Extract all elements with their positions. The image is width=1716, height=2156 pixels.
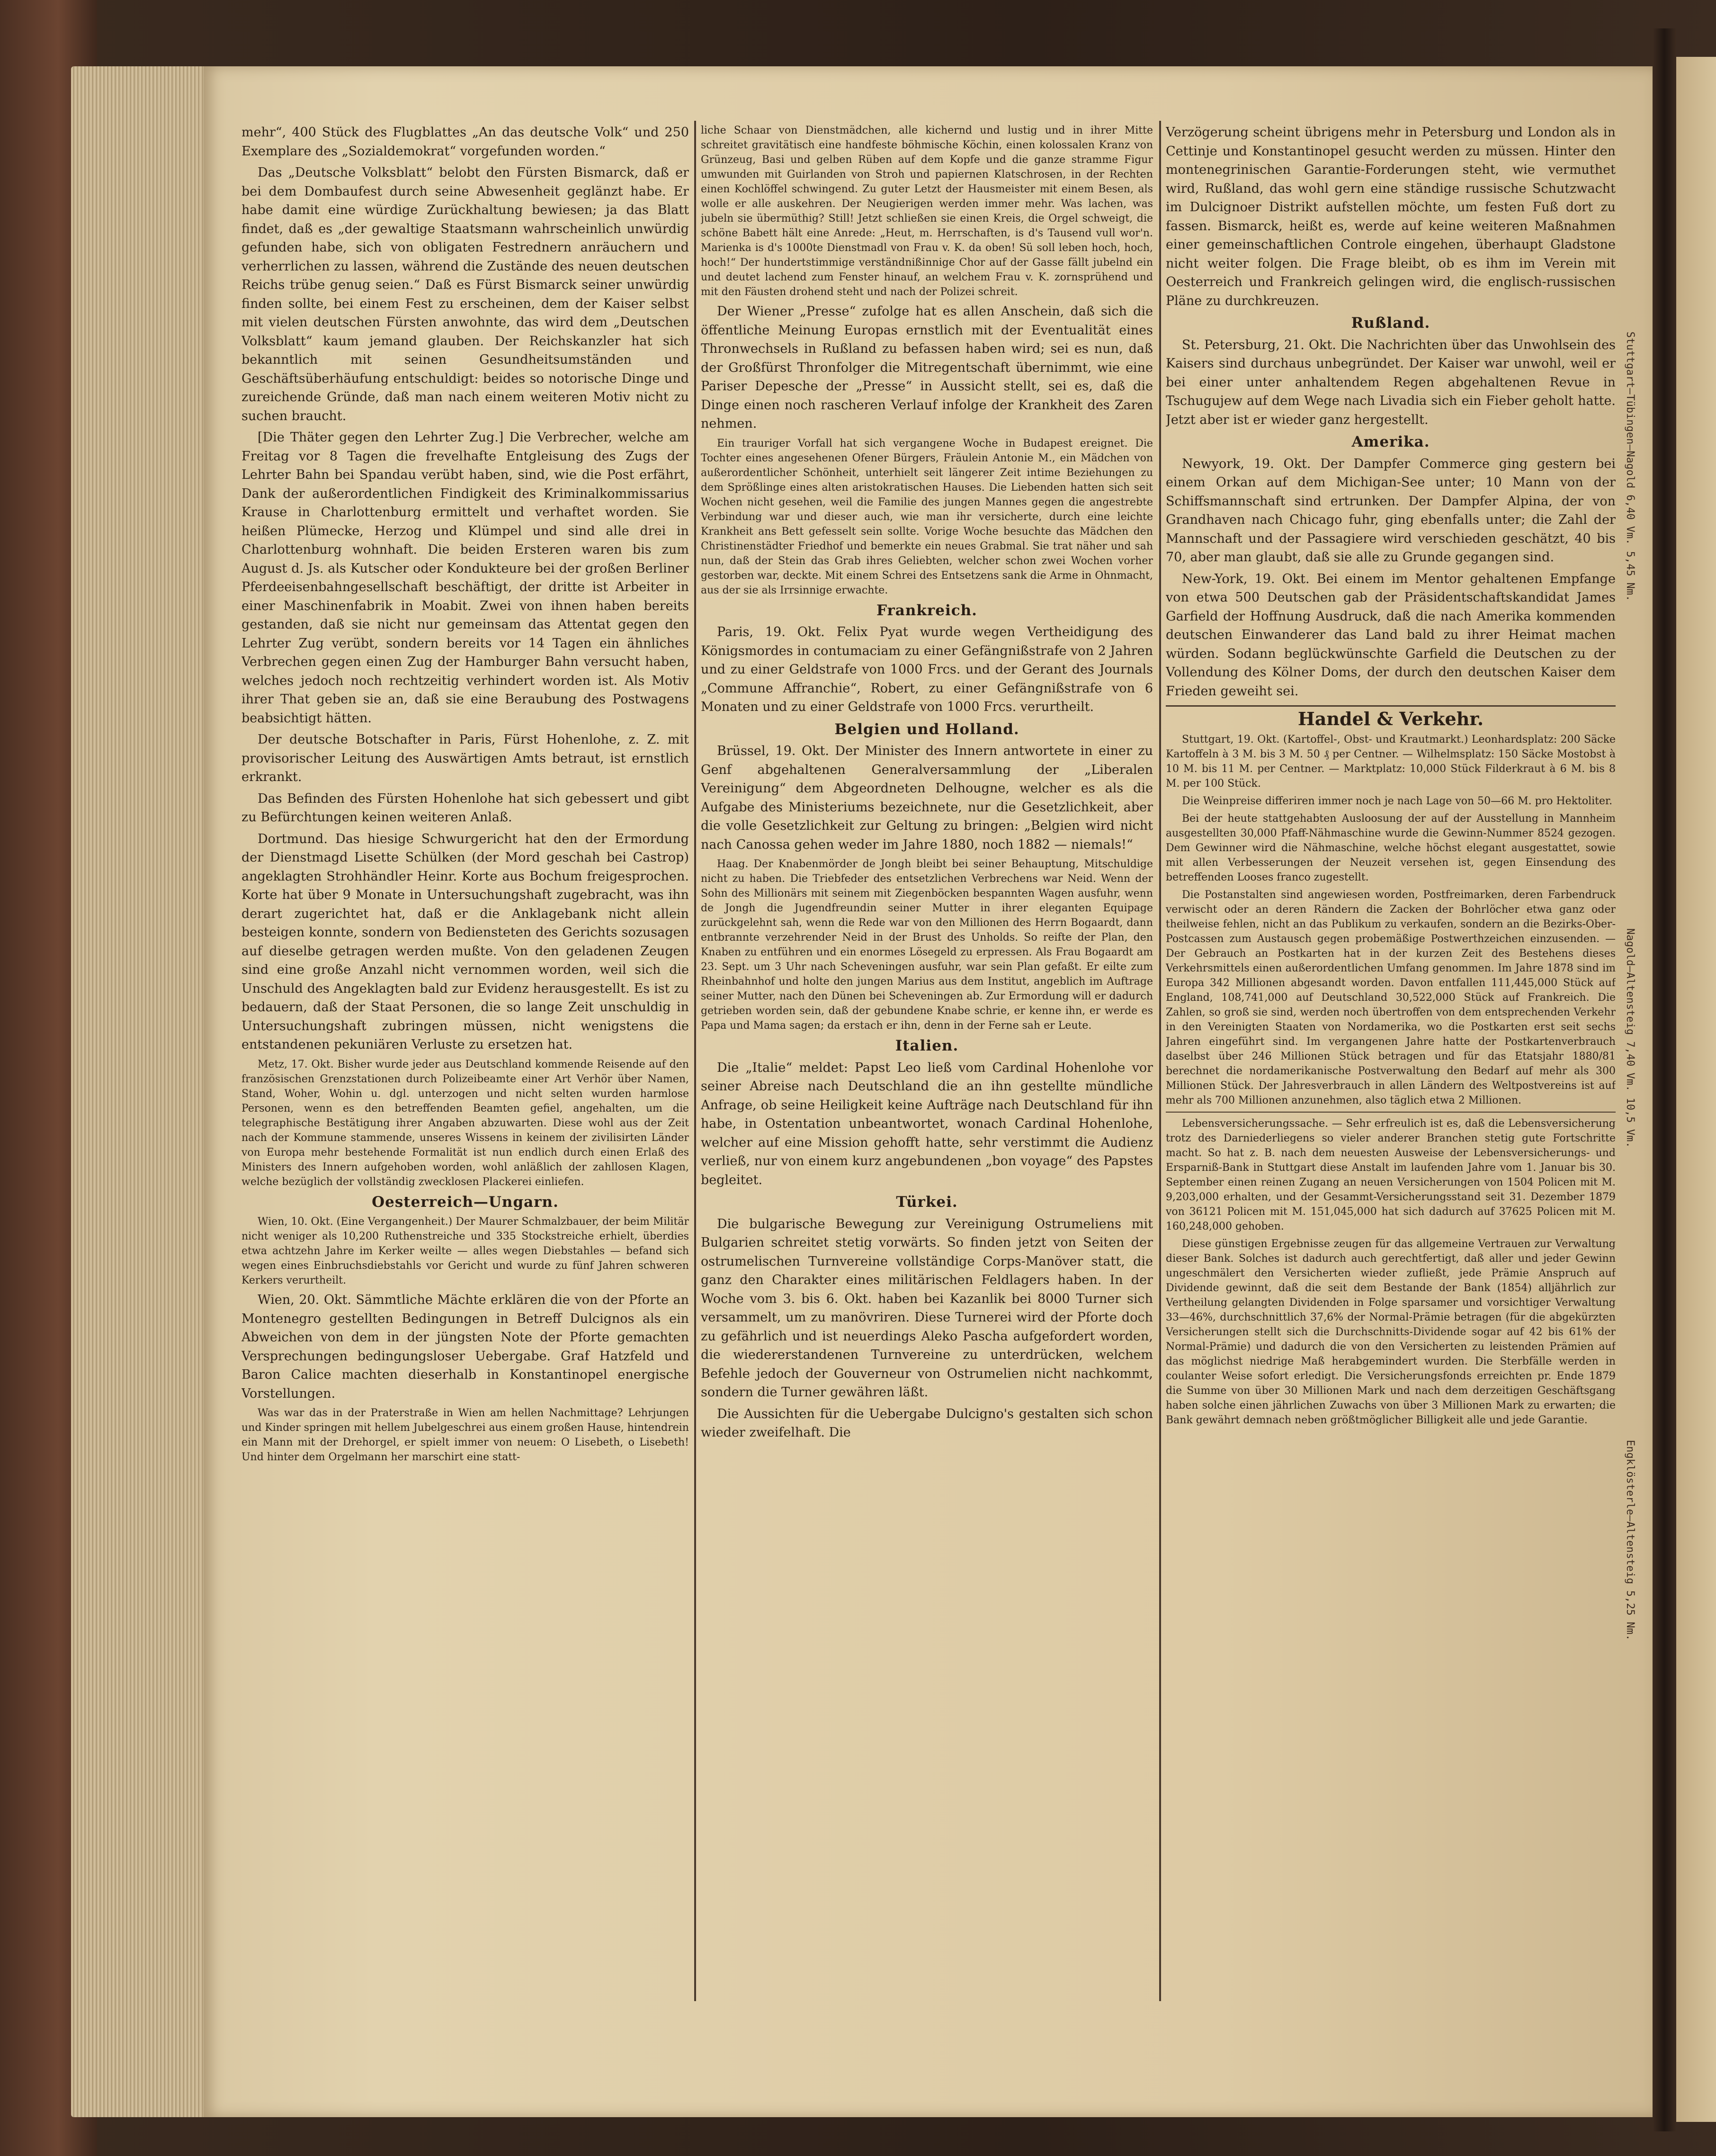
article-paragraph-small: Diese günstigen Ergebnisse zeugen für das allgemeine Vertrauen zur Verwaltung dieser Bank. Solches ist dadurch auch gerechtfertigt, daß aller und jeder Gewinn ungeschmälert den Versicherten wieder zufließt, jede Prämie Anspruch auf Dividende gewinnt, daß die seit dem Bestande der Bank (1854) alljährlich zur Vertheilung gelangten Dividenden in Folge sparsamer und vorsichtiger Verwaltung 33—46%, durchschnittlich 37,6% der Normal-Prämie betragen (für die abgekürzten Versicherungen stellt sich die Durchschnitts-Dividende sogar auf 42 bis 61% der Normal-Prämie) und dadurch die von den Versicherten zu leistenden Prämien auf das möglichst niedrige Maß herabgemindert wurden. Die Sterbfälle werden in coulanter Weise sofort erledigt. Die Versicherungsfonds erreichten pr. Ende 1879 die Summe von über 30 Millionen Mark und nach dem derzeitigen Geschäftsgang haben solche einen jährlichen Zuwachs von über 3 Millionen Mark zu erwarten; die Bank gewährt demnach neben größtmöglicher Billigkeit alle und jede Garantie. bbox=[1166, 1238, 1616, 1426]
article-paragraph-small: Stuttgart, 19. Okt. (Kartoffel-, Obst- und Krautmarkt.) Leonhardsplatz: 200 Säcke Kartoffeln à 3 M. bis 3 M. 50 ₰ per Centner. — Wilhelmsplatz: 150 Säcke Mostobst à 10 M. bis 11 M. per Centner. — Marktplatz: 10,000 Stück Filderkraut à 6 M. bis 8 M. per 100 Stück. bbox=[1166, 733, 1616, 790]
timetable-strip bbox=[1619, 66, 1653, 2117]
divider bbox=[1166, 1112, 1616, 1113]
article-paragraph: Paris, 19. Okt. Felix Pyat wurde wegen Vertheidigung des Königsmordes in contumaciam zu einer Gefängnißstrafe von 2 Jahren und zu einer Geldstrafe von 1000 Frcs. und der Gerant des Journals „Commune Affranchie“, Robert, zu einer Gefängnißstrafe von 6 Monaten und zu einer Geldstrafe von 1000 Frcs. verurtheilt. bbox=[701, 625, 1153, 714]
article-paragraph: mehr“, 400 Stück des Flugblattes „An das deutsche Volk“ und 250 Exemplare des „Sozialdemokrat“ vorgefunden worden.“ bbox=[241, 125, 689, 159]
timetable-line: Engklösterle—Altensteig 5,25 Nm. bbox=[1624, 1440, 1636, 1641]
column-2 bbox=[701, 123, 1153, 2046]
timetable-line: Stuttgart—Tübingen—Nagold 6,40 Vm. 5,45 Nm. bbox=[1624, 332, 1636, 602]
article-paragraph: Der deutsche Botschafter in Paris, Fürst Hohenlohe, z. Z. mit provisorischer Leitung des Auswärtigen Amts betraut, ist ernstlich erkrankt. bbox=[241, 732, 689, 784]
article-paragraph-small: Metz, 17. Okt. Bisher wurde jeder aus Deutschland kommende Reisende auf den französischen Grenzstationen durch Polizeibeamte einer Art Verhör über Namen, Stand, Woher, Wohin u. dgl. unterzogen und nicht selten wurden harmlose Personen, wenn es den betreffenden Beamten gefiel, angehalten, um die telegraphische Bestätigung ihrer Angaben abzuwarten. Diese wohl aus der Zeit nach der Kommune stammende, unseres Wissens in keinem der zivilisirten Länder von Europa mehr bestehende Formalität ist nun endlich durch einen Erlaß des Ministers des Innern aufgehoben worden, wohl anläßlich der zahllosen Klagen, welche bezüglich der vollständig zwecklosen Plackerei einliefen. bbox=[241, 1058, 689, 1188]
article-paragraph: Das Befinden des Fürsten Hohenlohe hat sich gebessert und gibt zu Befürchtungen keinen weiteren Anlaß. bbox=[241, 791, 689, 825]
article-paragraph: New-York, 19. Okt. Bei einem im Mentor gehaltenen Empfange von etwa 500 Deutschen gab der Präsidentschaftskandidat James Garfield der Hoffnung Ausdruck, daß die nach Amerika kommenden deutschen Einwanderer das Land bald zu ihrer Heimat machen würden. Sodann beglückwünschte Garfield die Deutschen zu der Vollendung des Kölner Doms, der durch den deutschen Kaiser dem Frieden geweiht sei. bbox=[1166, 571, 1616, 699]
article-paragraph: Der Wiener „Presse“ zufolge hat es allen Anschein, daß sich die öffentliche Meinung Europas ernstlich mit der Eventualität eines Thronwechsels in Rußland zu befassen haben wird; sei es nun, daß der Großfürst Thronfolger die Mitregentschaft übernimmt, wie eine Pariser Depesche der „Presse“ in Aussicht stellt, sei es, daß die Dinge einen noch rascheren Verlauf infolge der Krankheit des Zaren nehmen. bbox=[701, 304, 1153, 431]
article-paragraph: St. Petersburg, 21. Okt. Die Nachrichten über das Unwohlsein des Kaisers sind durchaus unbegründet. Der Kaiser war unwohl, weil er bei einer unter anhaltendem Regen abgehaltenen Revue in Tschugujew auf dem Wege nach Livadia sich ein Fieber geholt hatte. Jetzt aber ist er wieder ganz hergestellt. bbox=[1166, 337, 1616, 427]
article-paragraph: Verzögerung scheint übrigens mehr in Petersburg und London als in Cettinje und Konstantinopel gesucht werden zu müssen. Hinter den montenegrinischen Garantie-Forderungen steht, wie vermuthet wird, Rußland, das wohl gern eine ständige russische Schutzwacht im Dulcignoer Distrikt aufstellen möchte, um festen Fuß dort zu fassen. Bismarck, heißt es, werde auf keine weiteren Maßnahmen einer gemeinschaftlichen Controle eingehen, überhaupt Gladstone nicht weiter folgen. Die Frage bleibt, ob es ihm im Verein mit Oesterreich und Frankreich gelingen wird, die englisch-russischen Pläne zu durchkreuzen. bbox=[1166, 125, 1616, 308]
section-heading: Belgien und Holland. bbox=[834, 720, 1019, 738]
article-paragraph: Die „Italie“ meldet: Papst Leo ließ vom Cardinal Hohenlohe vor seiner Abreise nach Deutschland die an ihn gestellte mündliche Anfrage, ob seine Heiligkeit keine Aufträge nach Deutschland für ihn habe, in Ostentation unbeantwortet, wonach Cardinal Hohenlohe, welcher auf eine Mission gehofft hatte, sehr verstimmt die Audienz verließ, nur von einem kurz angebundenen „bon voyage“ des Papstes begleitet. bbox=[701, 1060, 1153, 1187]
article-paragraph-small: Die Weinpreise differiren immer noch je nach Lage von 50—66 M. pro Hektoliter. bbox=[1182, 795, 1613, 807]
article-paragraph: Die Aussichten für die Uebergabe Dulcigno's gestalten sich schon wieder zweifelhaft. Die bbox=[701, 1406, 1153, 1440]
article-paragraph: Die bulgarische Bewegung zur Vereinigung Ostrumeliens mit Bulgarien schreitet stetig vorwärts. So finden jetzt von Seiten der ostrumelischen Turnvereine vollständige Corps-Manöver statt, die ganz den Charakter eines militärischen Feldlagers haben. In der Woche vom 3. bis 6. Okt. haben bei Kazanlik bei 8000 Turner sich versammelt, um zu manövriren. Diese Turnerei wird der Pforte doch zu gefährlich und ist neuerdings Aleko Pascha aufgefordert worden, die wiedererstandenen Turnvereine zu unterdrücken, welchem Befehle jedoch der Gouverneur von Ostrumelien nicht nachkommt, sondern die Turner gewähren läßt. bbox=[701, 1216, 1153, 1400]
article-paragraph-small: Haag. Der Knabenmörder de Jongh bleibt bei seiner Behauptung, Mitschuldige nicht zu haben. Die Triebfeder des entsetzlichen Verbrechens war Neid. Wenn der Sohn des Millionärs mit seinem mit Ziegenböcken bespannten Wagen ausfuhr, wenn de Jongh die Jugendfreundin seiner Mutter in ihrer eleganten Equipage zurückgelehnt sah, wenn die Rede war von den Millionen des Herrn Bogaardt, dann entbrannte verzehrender Neid in der Brust des Unholds. So reifte der Plan, den Knaben zu entführen und ein enormes Lösegeld zu erpressen. Als Frau Bogaardt am 23. Sept. um 3 Uhr nach Scheveningen ausfuhr, war sein Plan gefaßt. Er eilte zum Rheinbahnhof und holte den jungen Marius aus dem Institut, angeblich im Auftrage seiner Mutter, nach den Dünen bei Scheveningen ab. Zur Ermordung will er dadurch getrieben worden sein, daß der gebundene Knabe schrie, er kenne ihn, er werde es Papa und Mama sagen; da erstach er ihn, denn in der Ferne sah er Leute. bbox=[701, 858, 1153, 1032]
facing-page-edge bbox=[1676, 57, 1716, 2122]
article-paragraph-small: Lebensversicherungssache. — Sehr erfreulich ist es, daß die Lebensversicherung trotz des Darniederliegens so vieler anderer Branchen stetig gute Fortschritte macht. So hat z. B. nach dem neuesten Ausweise der Lebensversicherungs- und Ersparniß-Bank in Stuttgart diese Anstalt im laufenden Jahre vom 1. Januar bis 30. September einen reinen Zugang an neuen Versicherungen von 1504 Policen mit M. 9,203,000 erhalten, und der Gesammt-Versicherungsstand seit 31. Dezember 1879 von 36121 Policen mit M. 151,045,000 hat sich dadurch auf 37625 Policen mit M. 160,248,000 gehoben. bbox=[1166, 1117, 1616, 1232]
article-paragraph-small: Ein trauriger Vorfall hat sich vergangene Woche in Budapest ereignet. Die Tochter eines angesehenen Ofener Bürgers, Fräulein Antonie M., ein Mädchen von außerordentlicher Schönheit, unterhielt seit längerer Zeit intime Beziehungen zu dem Sprößlinge eines alten aristokratischen Hauses. Die Liebenden hatten sich seit Wochen nicht gesehen, weil die Familie des jungen Mannes gegen die angestrebte Verbindung war und dieser auch, wie man ihr versicherte, durch eine leichte Krankheit ans Bett gefesselt sein sollte. Vorige Woche besuchte das Mädchen den Christinenstädter Friedhof und bemerkte ein neues Grabmal. Sie trat näher und sah nun, daß der Stein das Grab ihres Geliebten, welcher schon zwei Wochen vorher gestorben war, deckte. Mit einem Schrei des Entsetzens sank die Arme in Ohnmacht, aus der sie als Irrsinnige erwachte. bbox=[701, 437, 1153, 596]
column-1 bbox=[241, 123, 689, 2046]
column-rule bbox=[694, 121, 696, 2001]
article-paragraph-small: Wien, 10. Okt. (Eine Vergangenheit.) Der Maurer Schmalzbauer, der beim Militär nicht weniger als 10,200 Ruthenstreiche und 335 Stockstreiche erhielt, überdies etwa achtzehn Jahre im Kerker weilte — alles wegen Diebstahles — befand sich wegen eines Einbruchsdiebstahls vor Gericht und wurde zu fünf Jahren schweren Kerkers verurtheilt. bbox=[241, 1216, 689, 1286]
article-paragraph: Das „Deutsche Volksblatt“ belobt den Fürsten Bismarck, daß er bei dem Dombaufest durch seine Abwesenheit geglänzt habe. Er habe damit eine würdige Zurückhaltung bewiesen; ja das Blatt findet, daß es „der gewaltige Staatsmann wahrscheinlich unwürdig gefunden habe, sich von obligaten Festrednern anräuchern und verherrlichen zu lassen, während die Zustände des neuen deutschen Reichs trübe genug seien.“ Daß es Fürst Bismarck seiner unwürdig finden sollte, bei einem Fest zu erscheinen, dem der Kaiser selbst mit vielen deutschen Fürsten anwohnte, das wird dem „Deutschen Volksblatt“ kaum jemand glauben. Der Reichskanzler hat sich bekanntlich mit seinen Gesundheitsumständen und Geschäftsüberhäufung entschuldigt: beides so notorische Dinge und zureichende Gründe, daß man nach einem weiteren Motiv nicht zu suchen braucht. bbox=[241, 165, 689, 423]
article-paragraph: [Die Thäter gegen den Lehrter Zug.] Die Verbrecher, welche am Freitag vor 8 Tagen die frevelhafte Entgleisung des Zugs der Lehrter Bahn bei Spandau verübt haben, sind, wie die Post erfährt, Dank der außerordentlichen Findigkeit des Kriminalkommissarius Krause in Charlottenburg ermittelt und verhaftet worden. Sie heißen Plümecke, Herzog und Klümpel und sind alle drei in Charlottenburg wohnhaft. Die beiden Ersteren waren bis zum August d. Js. als Kutscher oder Kondukteure bei der großen Berliner Pferdeeisenbahngesellschaft beschäftigt, der dritte ist Arbeiter in einer Maschinenfabrik in Moabit. Zwei von ihnen haben bereits gestanden, daß sie nicht nur gemeinsam das Attentat gegen den Lehrter Zug verübt, sondern bereits vor 14 Tagen ein ähnliches Verbrechen gegen einen Zug der Hamburger Bahn versucht haben, welches jedoch noch rechtzeitig verhindert worden ist. Als Motiv ihrer That geben sie an, daß sie eine Beraubung des Postwagens beabsichtigt hätten. bbox=[241, 430, 689, 726]
article-paragraph: Newyork, 19. Okt. Der Dampfer Commerce ging gestern bei einem Orkan auf dem Michigan-See unter; 10 Mann von der Schiffsmannschaft sind ertrunken. Der Dampfer Alpina, der von Grandhaven nach Chicago fuhr, ging ebenfalls unter; die Zahl der Mannschaft und der Passagiere wird verschieden geschätzt, 40 bis 70, aber man glaubt, daß sie alle zu Grunde gegangen sind. bbox=[1166, 456, 1616, 565]
section-heading: Italien. bbox=[895, 1037, 959, 1054]
article-paragraph-small: Was war das in der Praterstraße in Wien am hellen Nachmittage? Lehrjungen und Kinder springen mit hellem Jubelgeschrei aus einem großen Hause, hintendrein ein Mann mit der Drehorgel, er spielt immer von neuem: O Lisebeth, o Lisebeth! Und hinter dem Orgelmann her marschirt eine statt- bbox=[241, 1407, 689, 1463]
timetable-line: Nagold—Altensteig 7,40 Vm. 10,5 Vm. bbox=[1624, 928, 1636, 1148]
column-rule bbox=[1159, 121, 1161, 2001]
section-heading: Amerika. bbox=[1351, 433, 1430, 450]
book-gutter bbox=[1653, 28, 1676, 2131]
article-paragraph: Brüssel, 19. Okt. Der Minister des Innern antwortete in einer zu Genf abgehaltenen Generalversammlung der „Liberalen Vereinigung“ dem Abgeordneten Delhougne, welcher es als die Aufgabe des Ministeriums bezeichnete, nur die Gesetzlichkeit, aber die volle Gesetzlichkeit zur Geltung zu bringen: „Belgien wird nicht nach Canossa gehen weder im Jahre 1880, noch 1882 — niemals!“ bbox=[701, 744, 1153, 852]
article-paragraph-small: liche Schaar von Dienstmädchen, alle kichernd und lustig und in ihrer Mitte schreitet gravitätisch eine handfeste böhmische Köchin, einen kolossalen Kranz von Grünzeug, Basi und gelben Rüben auf dem Kopfe und die ganze stramme Figur umwunden mit Guirlanden von Stroh und papiernen Klatschrosen, in der Rechten einen Kochlöffel schwingend. Zu guter Letzt der Hausmeister mit einem Besen, als wolle er alle auskehren. Der Neugierigen werden immer mehr. Was lachen, was jubeln sie übermüthig? Still! Jetzt schließen sie einen Kreis, die Orgel schweigt, die schöne Babett hält eine Anrede: „Heut, m. Herrschaften, is d's Tausend vull wor'n. Marienka is d's 1000te Dienstmadl von Frau v. K. da oben! Sü soll leben hoch, hoch, hoch!“ Der hundertstimmige verständnißinnige Chor auf der Gasse fällt jubelnd ein und deutet lachend zum Fenster hinauf, an welchem Frau v. K. zornsprühend und mit den Fäusten drohend steht und nach der Polizei schreit. bbox=[701, 125, 1153, 298]
article-paragraph-small: Die Postanstalten sind angewiesen worden, Postfreimarken, deren Farbendruck verwischt oder an deren Rändern die Zacken der Bohrlöcher etwa ganz oder theilweise fehlen, nicht an das Publikum zu verkaufen, sondern an die Bezirks-Ober-Postcassen zum Austausch gegen probemäßige Postwerthzeichen einzusenden. — Der Gebrauch an Postkarten hat in der kurzen Zeit des Bestehens dieses Verkehrsmittels einen außerordentlichen Umfang genommen. Im Jahre 1878 sind im Europa 342 Millionen abgesandt worden. Davon entfallen 111,445,000 Stück auf England, 108,741,000 auf Deutschland 30,522,000 Stück auf Frankreich. Die Zahlen, so groß sie sind, werden noch übertroffen von dem entsprechenden Verkehr in den Vereinigten Staaten von Nordamerika, wo die Postkarten erst seit sechs Jahren eingeführt sind. Im vergangenen Jahre hatte der Postkartenverbrauch daselbst über 246 Millionen Stück betragen und für das Etatsjahr 1880/81 berechnet die nordamerikanische Postverwaltung den Bedarf auf mehr als 300 Millionen Stück. Der Jahresverbrauch in allen Ländern des Weltpostvereins ist auf mehr als 700 Millionen anzunehmen, also täglich etwa 2 Millionen. bbox=[1166, 889, 1616, 1106]
column-3 bbox=[1166, 123, 1616, 2046]
section-heading: Rußland. bbox=[1351, 314, 1430, 332]
article-paragraph: Wien, 20. Okt. Sämmtliche Mächte erklären die von der Pforte an Montenegro gestellten Bedingungen in Betreff Dulcignos als ein Abweichen von dem in der jüngsten Note der Pforte gemachten Versprechungen bedingungsloser Uebergabe. Graf Hatzfeld und Baron Calice machten dieserhalb in Konstantinopel energische Vorstellungen. bbox=[241, 1293, 689, 1401]
section-heading: Oesterreich—Ungarn. bbox=[372, 1193, 559, 1211]
article-paragraph-small: Bei der heute stattgehabten Ausloosung der auf der Ausstellung in Mannheim ausgestellten 30,000 Pfaff-Nähmaschine wurde die Gewinn-Nummer 8524 gezogen. Dem Gewinner wird die Nähmaschine, welche höchst elegant ausgestattet, sowie mit allen Verbesserungen der Neuzeit versehen ist, gegen Einsendung des betreffenden Looses franco zugestellt. bbox=[1166, 812, 1616, 883]
article-paragraph: Dortmund. Das hiesige Schwurgericht hat den der Ermordung der Dienstmagd Lisette Schülken (der Mord geschah bei Castrop) angeklagten Strohhändler Heinr. Korte aus Bochum freigesprochen. Korte hat über 9 Monate in Untersuchungshaft zugebracht, was ihn derart zugerichtet hat, daß er die Anklagebank nicht allein besteigen konnte, sondern von Bediensteten des Gerichts sozusagen auf dieselbe getragen werden mußte. Von den geladenen Zeugen sind eine große Anzahl nicht vernommen worden, weil sich die Unschuld des Angeklagten bald zur Evidenz herausgestellt. Es ist zu bedauern, daß der Staat Personen, die so lange Zeit unschuldig in Untersuchungshaft zubringen müssen, nicht wenigstens die entstandenen pekuniären Verluste zu ersetzen hat. bbox=[241, 831, 689, 1052]
section-heading: Frankreich. bbox=[876, 602, 977, 619]
section-heading: Türkei. bbox=[896, 1194, 958, 1211]
section-heading-major: Handel & Verkehr. bbox=[1166, 705, 1616, 728]
